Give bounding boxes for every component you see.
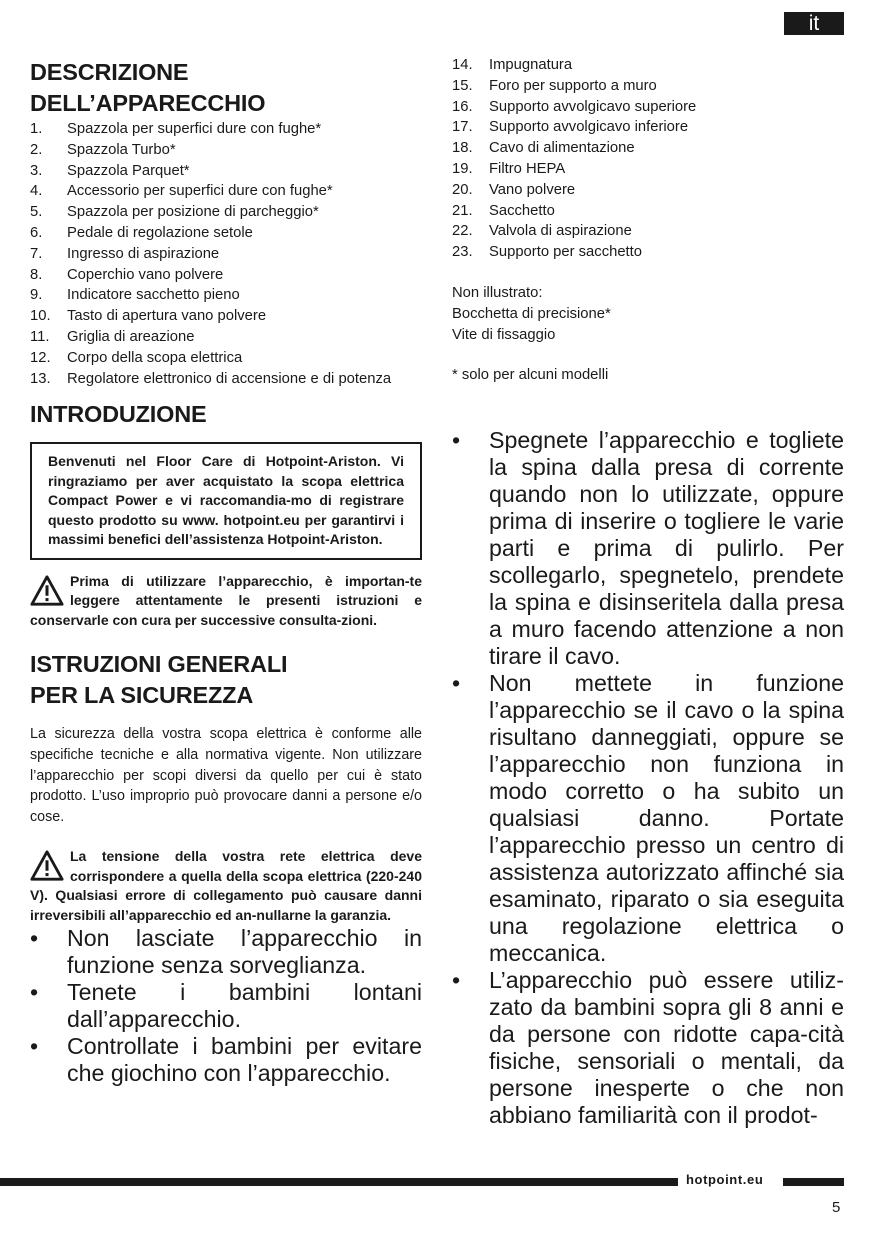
part-item — [30, 223, 422, 244]
safety-bullet — [452, 670, 844, 967]
part-number: 16. — [452, 98, 473, 115]
safety-bullet-text: Tenete i bambini lontani dall’apparecchio. — [67, 979, 422, 1033]
safety-bullet-text: L’apparecchio può essere utiliz-zato da bambini sopra gli 8 anni e da persone con ridotte capa-cità fisiche, sensoriali o mentali, da persone inesperte o che non abbiano familiarità con il prodot- — [489, 967, 844, 1129]
part-item — [30, 119, 422, 140]
part-label: Regolatore elettronico di accensione e di potenza — [67, 370, 392, 387]
footer-rule-left — [0, 1178, 678, 1186]
part-item — [30, 369, 422, 390]
safety-bullet-text: Non lasciate l’apparecchio in funzione senza sorveglianza. — [67, 925, 422, 979]
right-column — [452, 55, 844, 1129]
part-number: 8. — [30, 266, 43, 283]
part-number: 12. — [30, 349, 51, 366]
voltage-warning-text: La tensione della vostra rete elettrica deve corrispondere a quella della scopa elettrica (220-240 V). Qualsiasi errore di collegamento può causare danni irreversibili all’apparecchio ed an-nullarne la garanzia. — [30, 848, 422, 923]
bullet-icon: • — [452, 670, 461, 697]
part-label: Coperchio vano polvere — [67, 266, 224, 283]
part-number: 15. — [452, 77, 473, 94]
part-number: 13. — [30, 370, 51, 387]
part-item — [30, 348, 422, 369]
safety-title-line2: PER LA SICUREZZA — [30, 682, 254, 709]
part-number: 7. — [30, 245, 43, 262]
part-number: 19. — [452, 160, 473, 177]
part-label: Valvola di aspirazione — [489, 223, 632, 240]
part-label: Indicatore sacchetto pieno — [67, 287, 240, 304]
part-number: 11. — [30, 328, 50, 345]
part-number: 2. — [30, 141, 43, 158]
part-item — [30, 161, 422, 182]
part-number: 1. — [30, 121, 43, 137]
part-item — [452, 221, 844, 242]
part-label: Spazzola per superfici dure con fughe* — [67, 121, 322, 137]
part-item — [30, 306, 422, 327]
safety-text: La sicurezza della vostra scopa elettrica è conforme alle specifiche tecniche e alla normativa vigente. Non utilizzare l’apparecchio per scopi diversi da quello per cui è stato prodotto. L’uso improprio può provocare danni a persone e/o cose. — [30, 726, 422, 825]
part-label: Tasto di apertura vano polvere — [67, 308, 267, 325]
description-title-line2: DELL’APPARECCHIO — [30, 90, 266, 116]
safety-bullets-right — [452, 427, 844, 1129]
part-number: 14. — [452, 57, 473, 73]
part-item — [30, 327, 422, 348]
description-title — [30, 57, 422, 119]
safety-bullets-left — [30, 925, 422, 1087]
description-title-line1: DESCRIZIONE — [30, 59, 189, 85]
part-number: 20. — [452, 181, 473, 198]
page-number: 5 — [832, 1199, 841, 1216]
left-column — [30, 55, 422, 1087]
part-number: 23. — [452, 244, 473, 261]
voltage-warning — [30, 847, 422, 925]
safety-bullet — [30, 925, 422, 979]
not-shown-item: Bocchetta di precisione* — [452, 305, 611, 322]
part-label: Foro per supporto a muro — [489, 77, 657, 94]
part-number: 6. — [30, 224, 43, 241]
part-label: Griglia di areazione — [67, 328, 195, 345]
bullet-icon: • — [30, 925, 39, 952]
part-label: Supporto avvolgicavo superiore — [489, 98, 697, 115]
part-item — [30, 285, 422, 306]
part-label: Pedale di regolazione setole — [67, 224, 253, 241]
not-shown-label: Non illustrato: — [452, 284, 543, 301]
intro-warning-text: Prima di utilizzare l’apparecchio, è importan-te leggere attentamente le presenti istruzioni e conservarle con cura per successive consulta-zioni. — [30, 572, 422, 628]
warning-triangle-icon — [30, 574, 64, 608]
part-item — [30, 181, 422, 202]
part-label: Spazzola Parquet* — [67, 162, 190, 179]
intro-warning — [30, 572, 422, 631]
part-number: 17. — [452, 119, 473, 136]
part-item — [30, 244, 422, 265]
part-label: Vano polvere — [489, 181, 576, 198]
bullet-icon: • — [30, 979, 39, 1006]
bullet-icon: • — [30, 1033, 39, 1060]
part-item — [452, 138, 844, 159]
part-item — [452, 97, 844, 118]
part-label: Supporto per sacchetto — [489, 244, 642, 261]
warning-triangle-icon — [30, 849, 64, 883]
safety-bullet — [30, 979, 422, 1033]
part-label: Corpo della scopa elettrica — [67, 349, 243, 366]
safety-title-line1: ISTRUZIONI GENERALI — [30, 651, 288, 678]
part-label: Supporto avvolgicavo inferiore — [489, 119, 689, 136]
part-number: 5. — [30, 204, 43, 221]
part-label: Ingresso di aspirazione — [67, 245, 220, 262]
introduction-title: INTRODUZIONE — [30, 401, 207, 428]
part-label: Filtro HEPA — [489, 160, 566, 177]
safety-bullet — [30, 1033, 422, 1087]
part-item — [30, 202, 422, 223]
safety-bullet — [452, 967, 844, 1129]
part-label: Accessorio per superfici dure con fughe* — [67, 183, 333, 200]
part-number: 21. — [452, 202, 473, 219]
part-number: 18. — [452, 140, 473, 157]
safety-bullet-text: Controllate i bambini per evitare che giochino con l’apparecchio. — [67, 1033, 422, 1087]
footer-brand: hotpoint.eu — [686, 1172, 764, 1187]
part-label: Impugnatura — [489, 57, 573, 73]
footnote: * solo per alcuni modelli — [452, 367, 609, 384]
parts-list-right — [452, 55, 844, 263]
part-label: Spazzola per posizione di parcheggio* — [67, 204, 319, 221]
part-number: 9. — [30, 287, 43, 304]
part-item — [452, 76, 844, 97]
part-item — [452, 201, 844, 222]
part-label: Sacchetto — [489, 202, 555, 219]
part-item — [452, 159, 844, 180]
safety-title — [30, 649, 422, 711]
part-number: 22. — [452, 223, 473, 240]
part-item — [452, 117, 844, 138]
part-label: Spazzola Turbo* — [67, 141, 176, 158]
part-item — [30, 140, 422, 161]
bullet-icon: • — [452, 427, 461, 454]
safety-bullet-text: Spegnete l’apparecchio e togliete la spina dalla presa di corrente quando non lo utilizzate, oppure prima di inserire o togliere le varie parti e prima di pulirlo. Per scollegarlo, spegnetelo, prendete la spina e disinseritela dalla presa a muro facendo attenzione a non tirare il cavo. — [489, 427, 844, 670]
safety-bullet-text: Non mettete in funzione l’apparecchio se il cavo o la spina risultano danneggiati, oppure se l’apparecchio non funziona in modo corretto o ha subito un qualsiasi danno. Portate l’apparecchio presso un centro di assistenza autorizzato affinché sia esaminato, riparato o sia eseguita una regolazione elettrica o meccanica. — [489, 670, 844, 967]
part-label: Cavo di alimentazione — [489, 140, 635, 157]
language-tab: it — [784, 12, 844, 35]
part-number: 3. — [30, 162, 43, 179]
safety-bullet — [452, 427, 844, 670]
part-item — [452, 242, 844, 263]
part-number: 4. — [30, 183, 43, 200]
part-item — [452, 55, 844, 76]
footer-rule-right — [783, 1178, 844, 1186]
not-shown-item: Vite di fissaggio — [452, 326, 556, 343]
part-number: 10. — [30, 308, 51, 325]
parts-list-left — [30, 119, 422, 389]
bullet-icon: • — [452, 967, 461, 994]
part-item — [30, 265, 422, 286]
part-item — [452, 180, 844, 201]
welcome-box: Benvenuti nel Floor Care di Hotpoint-Ariston. Vi ringraziamo per aver acquistato la scopa elettrica Compact Power e vi raccomandia-mo di registrare questo prodotto su www. hotpoint.eu per garantirvi i massimi benefici dell’assistenza Hotpoint-Ariston. — [30, 442, 422, 560]
